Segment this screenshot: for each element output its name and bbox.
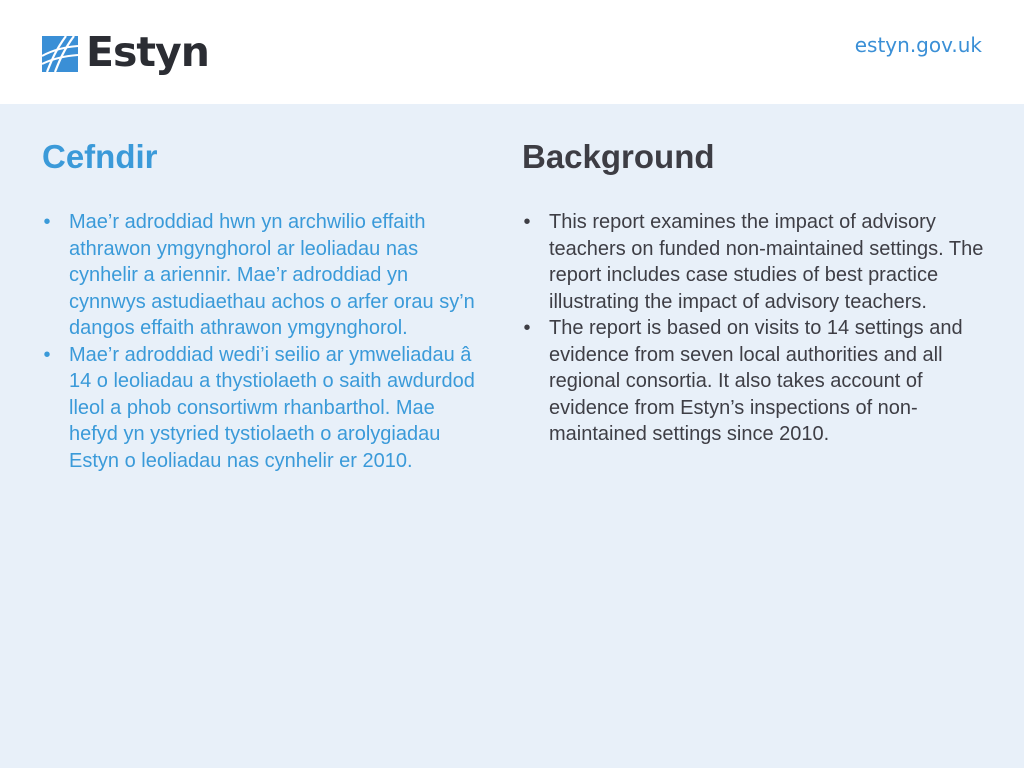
estyn-logo-icon xyxy=(42,36,78,72)
site-url-link[interactable]: estyn.gov.uk xyxy=(854,33,982,57)
english-bullet-list xyxy=(522,209,1000,448)
bullet-icon: • xyxy=(43,211,51,233)
welsh-bullet-text-2: Mae’r adroddiad wedi’i seilio ar ymweliadau â 14 o leoliadau a thystiolaeth o saith awdurdod lleol a phob consortiwm rhanbarthol. Mae hefyd yn ystyried tystiolaeth o arolygiadau Estyn o leoliadau nas cynhelir er 2010. xyxy=(69,343,475,472)
welsh-heading: Cefndir xyxy=(42,138,158,175)
list-item xyxy=(522,315,1000,448)
logo-wordmark: Estyn xyxy=(86,28,209,76)
bullet-icon: • xyxy=(523,211,531,233)
estyn-logo[interactable] xyxy=(42,28,209,76)
english-heading: Background xyxy=(522,138,715,175)
welsh-column xyxy=(42,138,487,472)
english-bullet-text-2: The report is based on visits to 14 settings and evidence from seven local authorities and all regional consortia. It also takes account of evidence from Estyn’s inspections of non-maintained settings since 2010. xyxy=(549,317,963,445)
list-item xyxy=(42,209,487,342)
welsh-bullet-text-1: Mae’r adroddiad hwn yn archwilio effaith athrawon ymgynghorol ar leoliadau nas cynhelir a ariennir. Mae’r adroddiad yn cynnwys astudiaethau achos o arfer orau sy’n dangos effaith athrawon ymgynghorol. xyxy=(69,211,475,339)
welsh-bullet-list xyxy=(42,209,487,474)
english-bullet-text-1: This report examines the impact of advisory teachers on funded non-maintained settings. The report includes case studies of best practice illustrating the impact of advisory teachers. xyxy=(549,211,984,313)
list-item xyxy=(522,209,1000,315)
list-item xyxy=(42,342,487,475)
bullet-icon: • xyxy=(43,343,51,366)
english-column xyxy=(522,138,1000,445)
bullet-icon: • xyxy=(523,317,531,339)
header-bar xyxy=(0,0,1024,104)
